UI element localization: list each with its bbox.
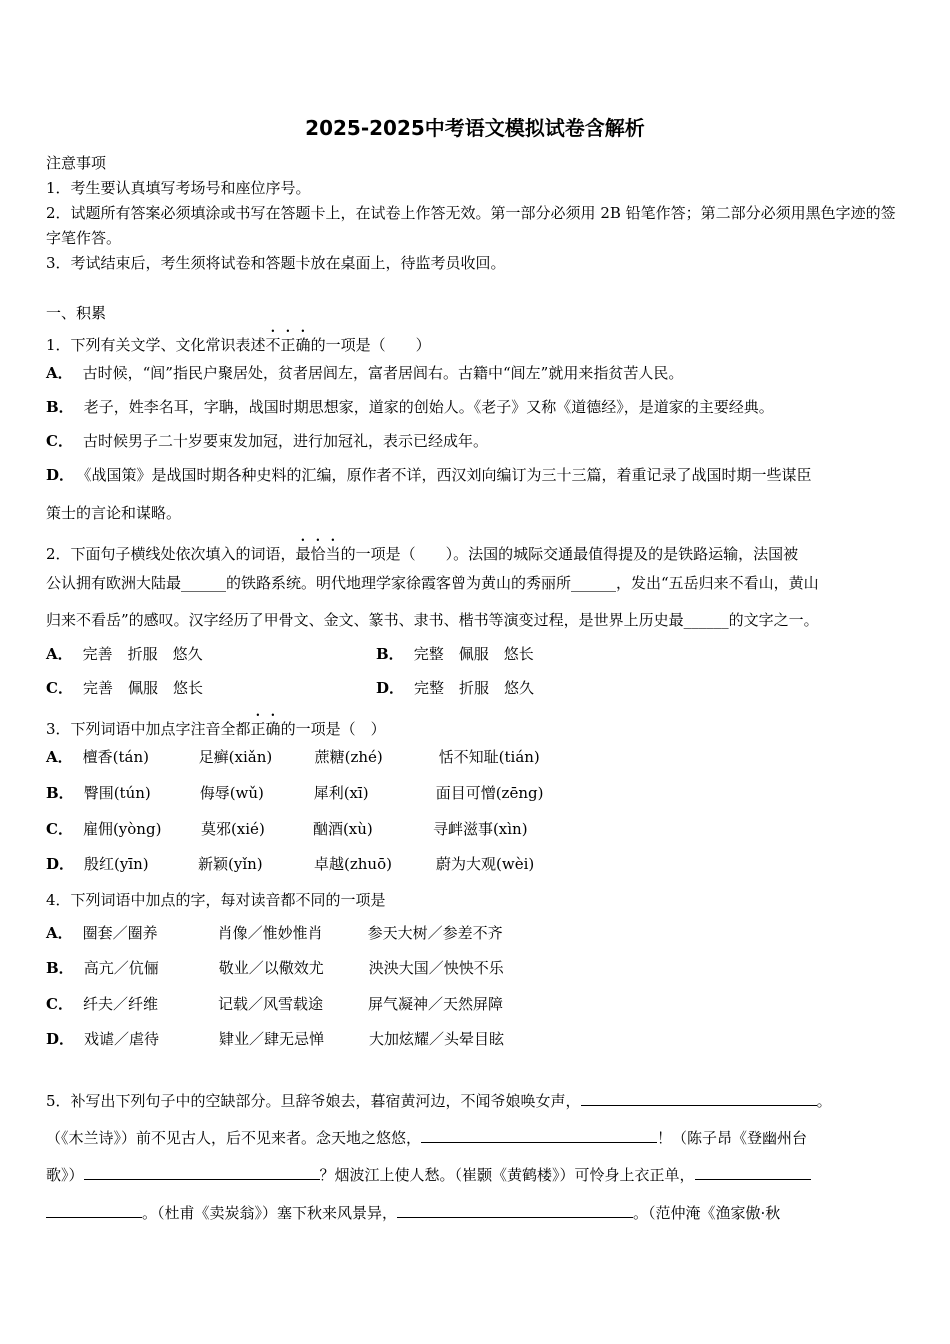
q3-option-c[interactable]: C． 雇佣(yòng) 莫邪(xié) 酗酒(xù) 寻衅滋事(xìn) [46,820,528,838]
question-2-line-3: 归来不看岳”的感叹。汉字经历了甲骨文、金文、篆书、隶书、楷书等演变过程，是世界上历史最______的文字之一。 [46,611,819,629]
q2-options-row-2 [46,677,906,698]
q1-option-c[interactable]: C． 古时候男子二十岁要束发加冠，进行加冠礼，表示已经成年。 [46,432,488,450]
notice-heading: 注意事项 [46,154,107,172]
answer-blank[interactable] [695,1165,811,1180]
answer-blank[interactable] [421,1128,657,1143]
q4-option-b[interactable]: B． 高亢／伉俪 敬业／以儆效尤 泱泱大国／怏怏不乐 [46,959,504,977]
page-title: 2025-2025中考语文模拟试卷含解析 [305,116,645,140]
q1-option-d[interactable]: D． 《战国策》是战国时期各种史料的汇编，原作者不详，西汉刘向编订为三十三篇，着重记录了战国时期一些谋臣 [46,466,812,484]
q1-option-d-cont: 策士的言论和谋略。 [46,504,182,522]
q3-option-b[interactable]: B． 臀围(tún) 侮辱(wǔ) 犀利(xī) 面目可憎(zēng) [46,784,544,802]
answer-blank-cont[interactable] [46,1203,142,1218]
notice-item-1: 1．考生要认真填写考场号和座位序号。 [46,179,311,197]
q2-option-c[interactable]: C． 完善 佩服 悠长 [46,679,203,697]
question-5-line-1: 5．补写出下列句子中的空缺部分。旦辞爷娘去，暮宿黄河边，不闻爷娘唤女声， 。 [46,1092,832,1110]
question-5-line-3: 歌》） ？烟波江上使人愁。（崔颢《黄鹤楼》）可怜身上衣正单， [46,1164,811,1185]
question-4-stem: 4．下列词语中加点的字，每对读音都不同的一项是 [46,891,386,909]
notice-item-3: 3．考试结束后，考生须将试卷和答题卡放在桌面上，待监考员收回。 [46,254,506,272]
answer-blank[interactable] [581,1091,817,1106]
q2-option-a[interactable]: A． 完善 折服 悠久 [46,645,203,663]
q3-option-d[interactable]: D． 殷红(yīn) 新颖(yǐn) 卓越(zhuō) 蔚为大观(wèi) [46,855,535,873]
question-2-line-2: 公认拥有欧洲大陆最______的铁路系统。明代地理学家徐霞客曾为黄山的秀丽所______，发出“五岳归来不看山，黄山 [46,574,819,592]
q2-option-b[interactable]: B． 完整 佩服 悠长 [376,645,534,663]
emphasis-text: 正确 [250,720,281,738]
question-5-line-2: （《木兰诗》）前不见古人，后不见来者。念天地之悠悠， ！（陈子昂《登幽州台 [46,1129,808,1147]
notice-item-2: 2．试题所有答案必须填涂或书写在答题卡上，在试卷上作答无效。第一部分必须用 2B 铅笔作答；第二部分必须用黑色字迹的签字笔作答。 [46,204,896,247]
section-heading: 一、积累 [46,304,107,322]
answer-blank[interactable] [397,1203,633,1218]
q1-option-b[interactable]: B． 老子，姓李名耳，字聃，战国时期思想家，道家的创始人。《老子》又称《道德经》，是道家的主要经典。 [46,398,774,416]
q4-option-a[interactable]: A． 圈套／圈养 肖像／惟妙惟肖 参天大树／参差不齐 [46,924,503,942]
q3-option-a[interactable]: A． 檀香(tán) 足癣(xiǎn) 蔗糖(zhé) 恬不知耻(tián) [46,748,540,766]
question-1-stem: 1．下列有关文学、文化常识表述不正确的一项是（ ） [46,336,431,354]
q2-options-row-1 [46,643,906,664]
question-3-stem: 3．下列词语中加点字注音全都正确的一项是（ ） [46,720,386,738]
q4-option-c[interactable]: C． 纤夫／纤维 记载／风雪载途 屏气凝神／天然屏障 [46,995,503,1013]
emphasis-text: 最恰当 [295,545,341,563]
emphasis-text: 不正确 [265,336,311,354]
question-5-line-4: 。（杜甫《卖炭翁》）塞下秋来风景异， 。（范仲淹《渔家傲·秋 [46,1202,780,1223]
question-2-stem: 2．下面句子横线处依次填入的词语，最恰当的一项是（ ）。法国的城际交通最值得提及的是铁路运输，法国被 [46,545,799,563]
answer-blank[interactable] [84,1165,320,1180]
q1-option-a[interactable]: A． 古时候，“闾”指民户聚居处，贫者居闾左，富者居闾右。古籍中“闾左”就用来指贫苦人民。 [46,364,684,382]
q2-option-d[interactable]: D． 完整 折服 悠久 [376,679,535,697]
q4-option-d[interactable]: D． 戏谑／虐待 肄业／肆无忌惮 大加炫耀／头晕目眩 [46,1030,505,1048]
